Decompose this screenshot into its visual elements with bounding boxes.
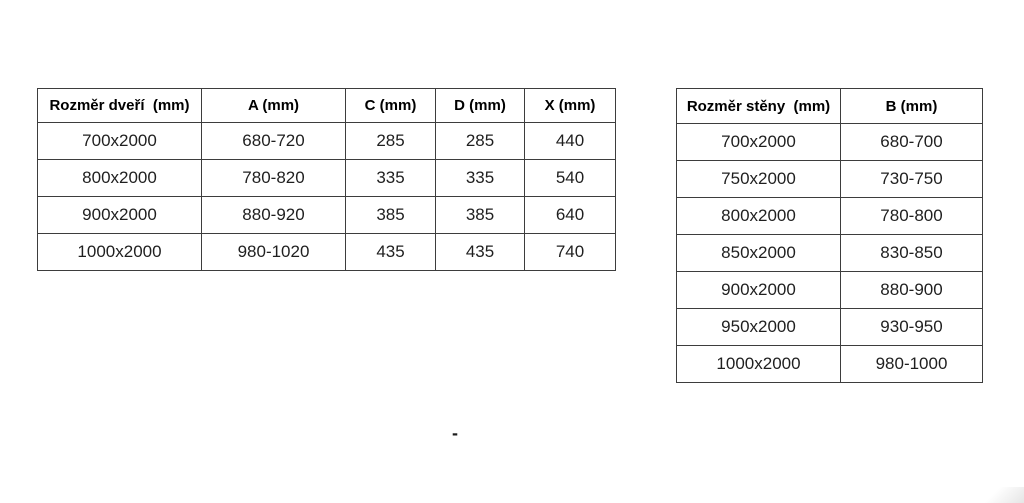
table-cell: 740	[525, 234, 616, 271]
column-header: D (mm)	[436, 89, 525, 123]
table-cell: 1000x2000	[38, 234, 202, 271]
table-row	[677, 272, 983, 309]
table-row	[677, 235, 983, 272]
column-header: X (mm)	[525, 89, 616, 123]
table-cell: 335	[346, 160, 436, 197]
table-cell: 440	[525, 123, 616, 160]
column-header: C (mm)	[346, 89, 436, 123]
table-cell: 980-1020	[202, 234, 346, 271]
table-cell: 750x2000	[677, 161, 841, 198]
table-cell: 1000x2000	[677, 346, 841, 383]
table-cell: 800x2000	[677, 198, 841, 235]
table-cell: 830-850	[841, 235, 983, 272]
table-cell: 435	[436, 234, 525, 271]
column-header: Rozměr dveří (mm)	[38, 89, 202, 123]
table-cell: 540	[525, 160, 616, 197]
table-cell: 285	[346, 123, 436, 160]
table-row	[677, 346, 983, 383]
table-cell: 800x2000	[38, 160, 202, 197]
table-cell: 850x2000	[677, 235, 841, 272]
wall-table-body	[677, 124, 983, 383]
table-cell: 950x2000	[677, 309, 841, 346]
table-cell: 780-800	[841, 198, 983, 235]
table-cell: 980-1000	[841, 346, 983, 383]
column-header: Rozměr stěny (mm)	[677, 89, 841, 124]
column-header: B (mm)	[841, 89, 983, 124]
wall-size-table	[676, 88, 983, 383]
table-row	[38, 234, 616, 271]
table-cell: 680-720	[202, 123, 346, 160]
table-cell: 730-750	[841, 161, 983, 198]
table-row	[677, 124, 983, 161]
table-cell: 385	[346, 197, 436, 234]
table-row	[38, 160, 616, 197]
table-row	[38, 197, 616, 234]
table-cell: 780-820	[202, 160, 346, 197]
wall-table-header	[677, 89, 983, 124]
table-row	[677, 309, 983, 346]
column-header: A (mm)	[202, 89, 346, 123]
table-cell: 700x2000	[677, 124, 841, 161]
table-cell: 700x2000	[38, 123, 202, 160]
table-cell: 880-920	[202, 197, 346, 234]
door-table-header	[38, 89, 616, 123]
table-cell: 930-950	[841, 309, 983, 346]
table-row	[677, 198, 983, 235]
door-size-table	[37, 88, 616, 271]
table-row	[38, 123, 616, 160]
corner-smudge	[978, 487, 1024, 503]
table-cell: 435	[346, 234, 436, 271]
table-cell: 880-900	[841, 272, 983, 309]
door-table-body	[38, 123, 616, 271]
table-cell: 385	[436, 197, 525, 234]
table-row	[677, 161, 983, 198]
table-cell: 680-700	[841, 124, 983, 161]
table-cell: 900x2000	[677, 272, 841, 309]
table-cell: 285	[436, 123, 525, 160]
table-cell: 640	[525, 197, 616, 234]
table-cell: 335	[436, 160, 525, 197]
table-cell: 900x2000	[38, 197, 202, 234]
stray-dash-mark: -	[452, 422, 458, 443]
